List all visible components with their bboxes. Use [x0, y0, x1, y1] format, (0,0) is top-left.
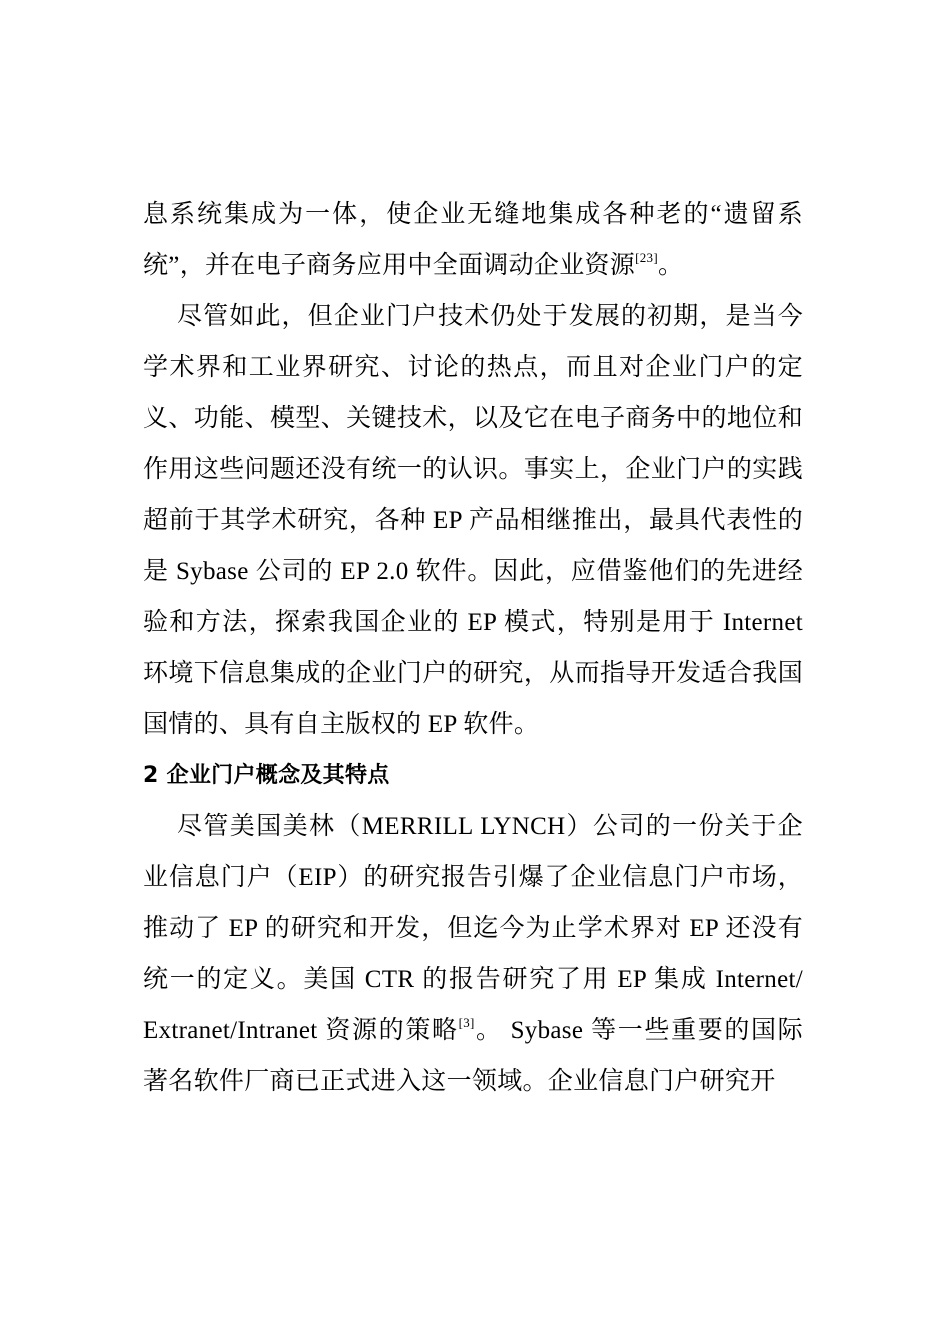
paragraph-tail: 。 Sybase 等一些重要的国际著名软件厂商已正式进入这一领域。企业信息门户研究开 [143, 1017, 803, 1095]
citation-ref: [3] [458, 1014, 475, 1030]
document-body [143, 189, 803, 1107]
paragraph-ep-status [143, 291, 803, 750]
paragraph-tail: 。 [657, 252, 684, 279]
paragraph-text: 息系统集成为一体，使企业无缝地集成各种老的“遗留系统”，并在电子商务应用中全面调动企业资源 [143, 201, 803, 279]
paragraph-text: 尽管如此，但企业门户技术仍处于发展的初期，是当今学术界和工业界研究、讨论的热点，而且对企业门户的定义、功能、模型、关键技术，以及它在电子商务中的地位和作用这些问题还没有统一的认识。事实上，企业门户的实践超前于其学术研究，各种 EP 产品相继推出，最具代表性的是 Sybase 公司的 EP 2.0 软件。因此，应借鉴他们的先进经验和方法，探索我国企业的 EP 模式，特别是用于 Internet 环境下信息集成的企业门户的研究，从而指导开发适合我国国情的、具有自主版权的 EP 软件。 [143, 303, 803, 738]
section-heading: 2 企业门户概念及其特点 [143, 763, 390, 788]
citation-ref: [23] [635, 249, 658, 265]
paragraph-continued [143, 189, 803, 291]
paragraph-ep-concept [143, 801, 803, 1107]
paragraph-text: 尽管美国美林（MERRILL LYNCH）公司的一份关于企业信息门户（EIP）的研究报告引爆了企业信息门户市场，推动了 EP 的研究和开发，但迄今为止学术界对 EP 还没有统一的定义。美国 CTR 的报告研究了用 EP 集成 Internet/ Extranet/Intranet 资源的策略 [143, 813, 803, 1044]
